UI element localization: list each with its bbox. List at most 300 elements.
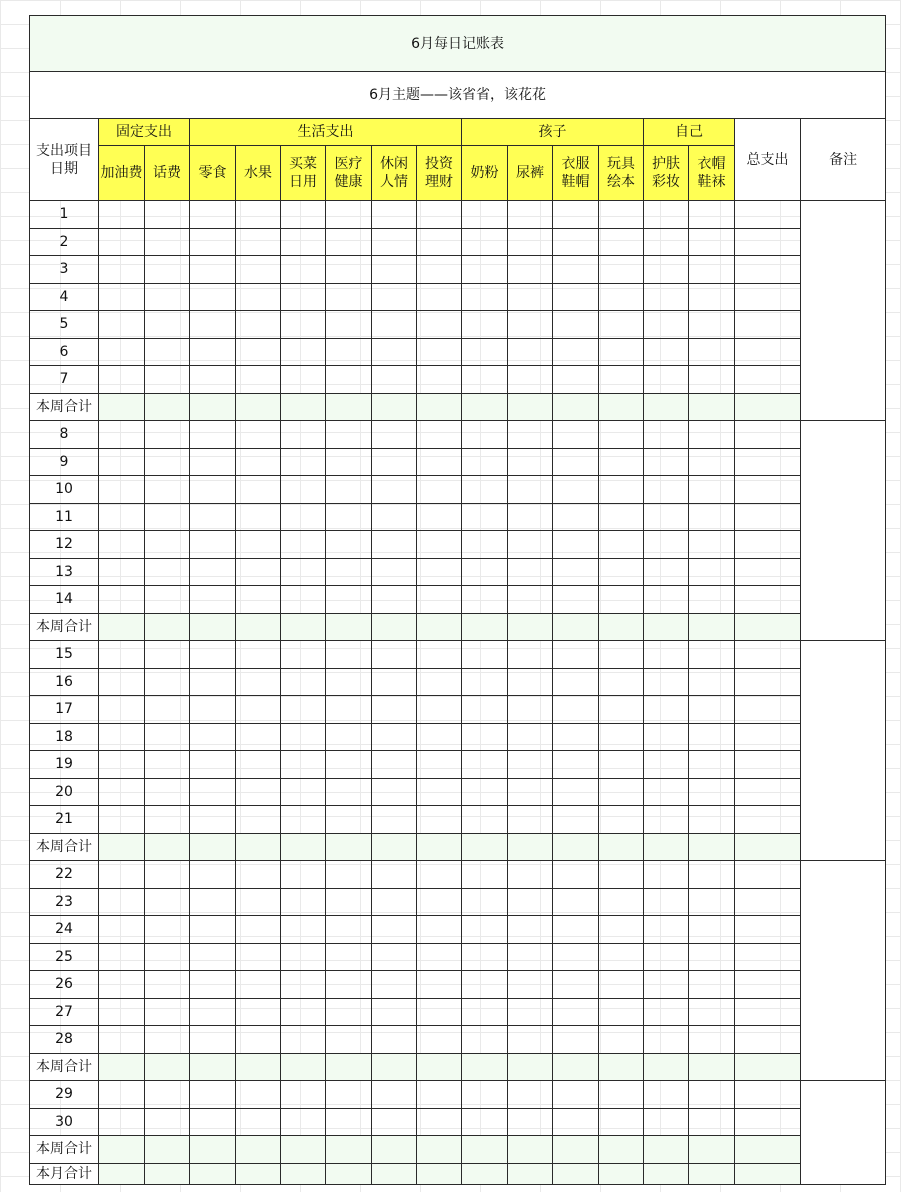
amount-cell[interactable] bbox=[599, 311, 644, 339]
amount-cell[interactable] bbox=[281, 256, 326, 284]
amount-cell[interactable] bbox=[462, 503, 508, 531]
amount-cell[interactable] bbox=[145, 641, 190, 669]
amount-cell[interactable] bbox=[462, 888, 508, 916]
amount-cell[interactable] bbox=[99, 943, 145, 971]
amount-cell[interactable] bbox=[281, 558, 326, 586]
amount-cell[interactable] bbox=[281, 476, 326, 504]
amount-cell[interactable] bbox=[326, 448, 372, 476]
note-header-cell[interactable]: 备注 bbox=[801, 119, 886, 201]
amount-cell[interactable] bbox=[326, 228, 372, 256]
amount-cell[interactable] bbox=[372, 806, 417, 834]
amount-cell[interactable] bbox=[281, 888, 326, 916]
amount-cell[interactable] bbox=[508, 723, 553, 751]
day-label-cell[interactable]: 13 bbox=[30, 558, 99, 586]
amount-cell[interactable] bbox=[599, 943, 644, 971]
week-summary-label[interactable]: 本周合计 bbox=[30, 613, 99, 641]
amount-cell[interactable] bbox=[462, 861, 508, 889]
amount-cell[interactable] bbox=[553, 998, 599, 1026]
amount-cell[interactable] bbox=[99, 613, 145, 641]
amount-cell[interactable] bbox=[236, 586, 281, 614]
amount-cell[interactable] bbox=[281, 201, 326, 229]
amount-cell[interactable] bbox=[644, 283, 689, 311]
amount-cell[interactable] bbox=[689, 393, 735, 421]
amount-cell[interactable] bbox=[145, 1163, 190, 1184]
amount-cell[interactable] bbox=[689, 668, 735, 696]
amount-cell[interactable] bbox=[236, 338, 281, 366]
amount-cell[interactable] bbox=[326, 1136, 372, 1164]
amount-cell[interactable] bbox=[462, 531, 508, 559]
amount-cell[interactable] bbox=[190, 311, 236, 339]
amount-cell[interactable] bbox=[281, 228, 326, 256]
amount-cell[interactable] bbox=[372, 1136, 417, 1164]
total-cell[interactable] bbox=[735, 1081, 801, 1109]
amount-cell[interactable] bbox=[417, 531, 462, 559]
amount-cell[interactable] bbox=[326, 998, 372, 1026]
total-cell[interactable] bbox=[735, 338, 801, 366]
total-cell[interactable] bbox=[735, 503, 801, 531]
amount-cell[interactable] bbox=[236, 998, 281, 1026]
amount-cell[interactable] bbox=[417, 1108, 462, 1136]
amount-cell[interactable] bbox=[236, 1081, 281, 1109]
amount-cell[interactable] bbox=[462, 283, 508, 311]
amount-cell[interactable] bbox=[417, 833, 462, 861]
amount-cell[interactable] bbox=[462, 586, 508, 614]
amount-cell[interactable] bbox=[99, 723, 145, 751]
total-cell[interactable] bbox=[735, 393, 801, 421]
amount-cell[interactable] bbox=[326, 806, 372, 834]
amount-cell[interactable] bbox=[462, 338, 508, 366]
amount-cell[interactable] bbox=[99, 476, 145, 504]
amount-cell[interactable] bbox=[326, 861, 372, 889]
amount-cell[interactable] bbox=[553, 668, 599, 696]
amount-cell[interactable] bbox=[689, 366, 735, 394]
amount-cell[interactable] bbox=[190, 421, 236, 449]
amount-cell[interactable] bbox=[326, 751, 372, 779]
amount-cell[interactable] bbox=[599, 503, 644, 531]
amount-cell[interactable] bbox=[462, 751, 508, 779]
amount-cell[interactable] bbox=[99, 558, 145, 586]
amount-cell[interactable] bbox=[508, 393, 553, 421]
amount-cell[interactable] bbox=[372, 201, 417, 229]
column-header-cell[interactable] bbox=[145, 146, 190, 201]
amount-cell[interactable] bbox=[236, 833, 281, 861]
amount-cell[interactable] bbox=[99, 998, 145, 1026]
amount-cell[interactable] bbox=[190, 338, 236, 366]
day-label-cell[interactable]: 14 bbox=[30, 586, 99, 614]
amount-cell[interactable] bbox=[689, 943, 735, 971]
amount-cell[interactable] bbox=[236, 778, 281, 806]
amount-cell[interactable] bbox=[281, 1136, 326, 1164]
amount-cell[interactable] bbox=[281, 778, 326, 806]
amount-cell[interactable] bbox=[281, 393, 326, 421]
amount-cell[interactable] bbox=[99, 1081, 145, 1109]
amount-cell[interactable] bbox=[372, 256, 417, 284]
amount-cell[interactable] bbox=[508, 861, 553, 889]
amount-cell[interactable] bbox=[508, 916, 553, 944]
total-cell[interactable] bbox=[735, 613, 801, 641]
amount-cell[interactable] bbox=[99, 861, 145, 889]
column-header-cell[interactable] bbox=[599, 146, 644, 201]
amount-cell[interactable] bbox=[236, 641, 281, 669]
amount-cell[interactable] bbox=[281, 283, 326, 311]
day-label-cell[interactable]: 15 bbox=[30, 641, 99, 669]
amount-cell[interactable] bbox=[417, 366, 462, 394]
amount-cell[interactable] bbox=[644, 531, 689, 559]
amount-cell[interactable] bbox=[281, 943, 326, 971]
amount-cell[interactable] bbox=[508, 476, 553, 504]
amount-cell[interactable] bbox=[190, 586, 236, 614]
amount-cell[interactable] bbox=[190, 1026, 236, 1054]
amount-cell[interactable] bbox=[99, 531, 145, 559]
amount-cell[interactable] bbox=[689, 1163, 735, 1184]
total-cell[interactable] bbox=[735, 696, 801, 724]
amount-cell[interactable] bbox=[689, 311, 735, 339]
amount-cell[interactable] bbox=[372, 916, 417, 944]
amount-cell[interactable] bbox=[190, 1136, 236, 1164]
day-label-cell[interactable]: 1 bbox=[30, 201, 99, 229]
amount-cell[interactable] bbox=[553, 558, 599, 586]
amount-cell[interactable] bbox=[326, 943, 372, 971]
amount-cell[interactable] bbox=[553, 311, 599, 339]
amount-cell[interactable] bbox=[236, 888, 281, 916]
amount-cell[interactable] bbox=[236, 943, 281, 971]
day-label-cell[interactable]: 6 bbox=[30, 338, 99, 366]
amount-cell[interactable] bbox=[236, 916, 281, 944]
amount-cell[interactable] bbox=[326, 421, 372, 449]
amount-cell[interactable] bbox=[190, 916, 236, 944]
group-header-cell[interactable]: 生活支出 bbox=[190, 119, 462, 146]
amount-cell[interactable] bbox=[508, 613, 553, 641]
amount-cell[interactable] bbox=[599, 641, 644, 669]
amount-cell[interactable] bbox=[190, 613, 236, 641]
amount-cell[interactable] bbox=[145, 531, 190, 559]
total-cell[interactable] bbox=[735, 916, 801, 944]
amount-cell[interactable] bbox=[644, 613, 689, 641]
amount-cell[interactable] bbox=[145, 916, 190, 944]
amount-cell[interactable] bbox=[145, 806, 190, 834]
amount-cell[interactable] bbox=[462, 393, 508, 421]
amount-cell[interactable] bbox=[236, 751, 281, 779]
amount-cell[interactable] bbox=[599, 366, 644, 394]
total-cell[interactable] bbox=[735, 201, 801, 229]
amount-cell[interactable] bbox=[508, 421, 553, 449]
amount-cell[interactable] bbox=[99, 641, 145, 669]
amount-cell[interactable] bbox=[689, 283, 735, 311]
amount-cell[interactable] bbox=[417, 503, 462, 531]
amount-cell[interactable] bbox=[462, 256, 508, 284]
amount-cell[interactable] bbox=[644, 1053, 689, 1081]
amount-cell[interactable] bbox=[281, 998, 326, 1026]
day-label-cell[interactable]: 20 bbox=[30, 778, 99, 806]
amount-cell[interactable] bbox=[644, 668, 689, 696]
amount-cell[interactable] bbox=[462, 311, 508, 339]
amount-cell[interactable] bbox=[462, 1163, 508, 1184]
day-label-cell[interactable]: 28 bbox=[30, 1026, 99, 1054]
amount-cell[interactable] bbox=[689, 1026, 735, 1054]
amount-cell[interactable] bbox=[553, 503, 599, 531]
week-summary-label[interactable]: 本周合计 bbox=[30, 1136, 99, 1164]
amount-cell[interactable] bbox=[99, 916, 145, 944]
amount-cell[interactable] bbox=[372, 888, 417, 916]
amount-cell[interactable] bbox=[462, 971, 508, 999]
amount-cell[interactable] bbox=[553, 696, 599, 724]
amount-cell[interactable] bbox=[236, 476, 281, 504]
amount-cell[interactable] bbox=[644, 421, 689, 449]
amount-cell[interactable] bbox=[462, 696, 508, 724]
amount-cell[interactable] bbox=[553, 256, 599, 284]
amount-cell[interactable] bbox=[190, 393, 236, 421]
amount-cell[interactable] bbox=[553, 971, 599, 999]
amount-cell[interactable] bbox=[372, 613, 417, 641]
amount-cell[interactable] bbox=[281, 861, 326, 889]
amount-cell[interactable] bbox=[326, 696, 372, 724]
amount-cell[interactable] bbox=[644, 311, 689, 339]
day-label-cell[interactable]: 5 bbox=[30, 311, 99, 339]
amount-cell[interactable] bbox=[508, 503, 553, 531]
amount-cell[interactable] bbox=[553, 201, 599, 229]
amount-cell[interactable] bbox=[236, 1163, 281, 1184]
amount-cell[interactable] bbox=[372, 448, 417, 476]
amount-cell[interactable] bbox=[644, 1163, 689, 1184]
amount-cell[interactable] bbox=[599, 256, 644, 284]
amount-cell[interactable] bbox=[281, 806, 326, 834]
amount-cell[interactable] bbox=[99, 1136, 145, 1164]
amount-cell[interactable] bbox=[508, 558, 553, 586]
amount-cell[interactable] bbox=[145, 1053, 190, 1081]
amount-cell[interactable] bbox=[236, 393, 281, 421]
amount-cell[interactable] bbox=[508, 668, 553, 696]
amount-cell[interactable] bbox=[99, 201, 145, 229]
amount-cell[interactable] bbox=[190, 723, 236, 751]
amount-cell[interactable] bbox=[553, 888, 599, 916]
day-label-cell[interactable]: 11 bbox=[30, 503, 99, 531]
amount-cell[interactable] bbox=[99, 888, 145, 916]
total-cell[interactable] bbox=[735, 558, 801, 586]
amount-cell[interactable] bbox=[644, 888, 689, 916]
amount-cell[interactable] bbox=[190, 668, 236, 696]
amount-cell[interactable] bbox=[372, 503, 417, 531]
amount-cell[interactable] bbox=[462, 1053, 508, 1081]
amount-cell[interactable] bbox=[644, 228, 689, 256]
amount-cell[interactable] bbox=[417, 1053, 462, 1081]
amount-cell[interactable] bbox=[190, 888, 236, 916]
amount-cell[interactable] bbox=[281, 586, 326, 614]
day-label-cell[interactable]: 12 bbox=[30, 531, 99, 559]
amount-cell[interactable] bbox=[99, 668, 145, 696]
amount-cell[interactable] bbox=[236, 1108, 281, 1136]
amount-cell[interactable] bbox=[553, 283, 599, 311]
amount-cell[interactable] bbox=[553, 806, 599, 834]
day-label-cell[interactable]: 17 bbox=[30, 696, 99, 724]
amount-cell[interactable] bbox=[553, 1026, 599, 1054]
corner-header-cell[interactable] bbox=[30, 119, 99, 201]
day-label-cell[interactable]: 30 bbox=[30, 1108, 99, 1136]
total-cell[interactable] bbox=[735, 833, 801, 861]
total-cell[interactable] bbox=[735, 1136, 801, 1164]
amount-cell[interactable] bbox=[689, 1081, 735, 1109]
total-cell[interactable] bbox=[735, 971, 801, 999]
amount-cell[interactable] bbox=[99, 393, 145, 421]
amount-cell[interactable] bbox=[99, 751, 145, 779]
amount-cell[interactable] bbox=[236, 311, 281, 339]
amount-cell[interactable] bbox=[508, 833, 553, 861]
amount-cell[interactable] bbox=[281, 338, 326, 366]
amount-cell[interactable] bbox=[372, 943, 417, 971]
amount-cell[interactable] bbox=[99, 311, 145, 339]
amount-cell[interactable] bbox=[689, 613, 735, 641]
amount-cell[interactable] bbox=[236, 256, 281, 284]
amount-cell[interactable] bbox=[326, 641, 372, 669]
amount-cell[interactable] bbox=[644, 833, 689, 861]
amount-cell[interactable] bbox=[644, 201, 689, 229]
total-cell[interactable] bbox=[735, 943, 801, 971]
amount-cell[interactable] bbox=[417, 1163, 462, 1184]
column-header-cell[interactable] bbox=[508, 146, 553, 201]
amount-cell[interactable] bbox=[508, 641, 553, 669]
amount-cell[interactable] bbox=[326, 723, 372, 751]
amount-cell[interactable] bbox=[372, 283, 417, 311]
amount-cell[interactable] bbox=[145, 311, 190, 339]
amount-cell[interactable] bbox=[417, 448, 462, 476]
amount-cell[interactable] bbox=[326, 283, 372, 311]
total-cell[interactable] bbox=[735, 668, 801, 696]
note-cell[interactable] bbox=[801, 861, 886, 1081]
amount-cell[interactable] bbox=[689, 558, 735, 586]
amount-cell[interactable] bbox=[372, 1053, 417, 1081]
amount-cell[interactable] bbox=[190, 1163, 236, 1184]
week-summary-label[interactable]: 本周合计 bbox=[30, 393, 99, 421]
month-total-label[interactable]: 本月合计 bbox=[30, 1163, 99, 1184]
amount-cell[interactable] bbox=[462, 1081, 508, 1109]
amount-cell[interactable] bbox=[326, 1026, 372, 1054]
amount-cell[interactable] bbox=[372, 366, 417, 394]
amount-cell[interactable] bbox=[145, 998, 190, 1026]
amount-cell[interactable] bbox=[689, 256, 735, 284]
week-summary-label[interactable]: 本周合计 bbox=[30, 1053, 99, 1081]
amount-cell[interactable] bbox=[689, 751, 735, 779]
amount-cell[interactable] bbox=[281, 1163, 326, 1184]
amount-cell[interactable] bbox=[462, 558, 508, 586]
amount-cell[interactable] bbox=[281, 751, 326, 779]
amount-cell[interactable] bbox=[417, 393, 462, 421]
amount-cell[interactable] bbox=[644, 393, 689, 421]
amount-cell[interactable] bbox=[599, 751, 644, 779]
amount-cell[interactable] bbox=[644, 971, 689, 999]
amount-cell[interactable] bbox=[417, 696, 462, 724]
group-header-cell[interactable]: 自己 bbox=[644, 119, 735, 146]
amount-cell[interactable] bbox=[508, 1081, 553, 1109]
amount-cell[interactable] bbox=[236, 668, 281, 696]
amount-cell[interactable] bbox=[190, 283, 236, 311]
amount-cell[interactable] bbox=[508, 283, 553, 311]
amount-cell[interactable] bbox=[417, 201, 462, 229]
amount-cell[interactable] bbox=[417, 641, 462, 669]
amount-cell[interactable] bbox=[644, 338, 689, 366]
amount-cell[interactable] bbox=[190, 558, 236, 586]
amount-cell[interactable] bbox=[190, 861, 236, 889]
amount-cell[interactable] bbox=[644, 696, 689, 724]
amount-cell[interactable] bbox=[689, 778, 735, 806]
amount-cell[interactable] bbox=[326, 586, 372, 614]
amount-cell[interactable] bbox=[689, 888, 735, 916]
day-label-cell[interactable]: 8 bbox=[30, 421, 99, 449]
amount-cell[interactable] bbox=[553, 723, 599, 751]
amount-cell[interactable] bbox=[417, 1081, 462, 1109]
amount-cell[interactable] bbox=[417, 943, 462, 971]
day-label-cell[interactable]: 19 bbox=[30, 751, 99, 779]
total-cell[interactable] bbox=[735, 1108, 801, 1136]
amount-cell[interactable] bbox=[281, 696, 326, 724]
amount-cell[interactable] bbox=[553, 228, 599, 256]
amount-cell[interactable] bbox=[372, 668, 417, 696]
amount-cell[interactable] bbox=[599, 1108, 644, 1136]
total-cell[interactable] bbox=[735, 228, 801, 256]
amount-cell[interactable] bbox=[462, 1136, 508, 1164]
amount-cell[interactable] bbox=[372, 228, 417, 256]
amount-cell[interactable] bbox=[372, 998, 417, 1026]
amount-cell[interactable] bbox=[644, 1026, 689, 1054]
amount-cell[interactable] bbox=[553, 393, 599, 421]
amount-cell[interactable] bbox=[599, 861, 644, 889]
total-cell[interactable] bbox=[735, 476, 801, 504]
amount-cell[interactable] bbox=[553, 641, 599, 669]
amount-cell[interactable] bbox=[236, 1136, 281, 1164]
amount-cell[interactable] bbox=[599, 778, 644, 806]
amount-cell[interactable] bbox=[553, 476, 599, 504]
amount-cell[interactable] bbox=[372, 971, 417, 999]
amount-cell[interactable] bbox=[236, 971, 281, 999]
amount-cell[interactable] bbox=[145, 338, 190, 366]
amount-cell[interactable] bbox=[553, 421, 599, 449]
group-header-cell[interactable]: 孩子 bbox=[462, 119, 644, 146]
column-header-cell[interactable] bbox=[372, 146, 417, 201]
amount-cell[interactable] bbox=[689, 448, 735, 476]
amount-cell[interactable] bbox=[326, 311, 372, 339]
amount-cell[interactable] bbox=[689, 723, 735, 751]
amount-cell[interactable] bbox=[326, 476, 372, 504]
amount-cell[interactable] bbox=[372, 1026, 417, 1054]
group-header-cell[interactable]: 固定支出 bbox=[99, 119, 190, 146]
amount-cell[interactable] bbox=[236, 448, 281, 476]
amount-cell[interactable] bbox=[99, 1026, 145, 1054]
amount-cell[interactable] bbox=[689, 1108, 735, 1136]
amount-cell[interactable] bbox=[508, 1053, 553, 1081]
amount-cell[interactable] bbox=[99, 421, 145, 449]
amount-cell[interactable] bbox=[599, 916, 644, 944]
column-header-cell[interactable] bbox=[281, 146, 326, 201]
amount-cell[interactable] bbox=[508, 696, 553, 724]
amount-cell[interactable] bbox=[644, 751, 689, 779]
amount-cell[interactable] bbox=[145, 696, 190, 724]
amount-cell[interactable] bbox=[145, 586, 190, 614]
amount-cell[interactable] bbox=[236, 613, 281, 641]
amount-cell[interactable] bbox=[326, 558, 372, 586]
amount-cell[interactable] bbox=[644, 723, 689, 751]
amount-cell[interactable] bbox=[372, 751, 417, 779]
amount-cell[interactable] bbox=[689, 641, 735, 669]
total-cell[interactable] bbox=[735, 861, 801, 889]
amount-cell[interactable] bbox=[190, 476, 236, 504]
sheet-subtitle[interactable]: 6月主题——该省省，该花花 bbox=[30, 72, 886, 119]
amount-cell[interactable] bbox=[372, 311, 417, 339]
amount-cell[interactable] bbox=[190, 503, 236, 531]
total-cell[interactable] bbox=[735, 283, 801, 311]
amount-cell[interactable] bbox=[281, 833, 326, 861]
amount-cell[interactable] bbox=[326, 1081, 372, 1109]
amount-cell[interactable] bbox=[99, 778, 145, 806]
amount-cell[interactable] bbox=[236, 531, 281, 559]
amount-cell[interactable] bbox=[145, 448, 190, 476]
